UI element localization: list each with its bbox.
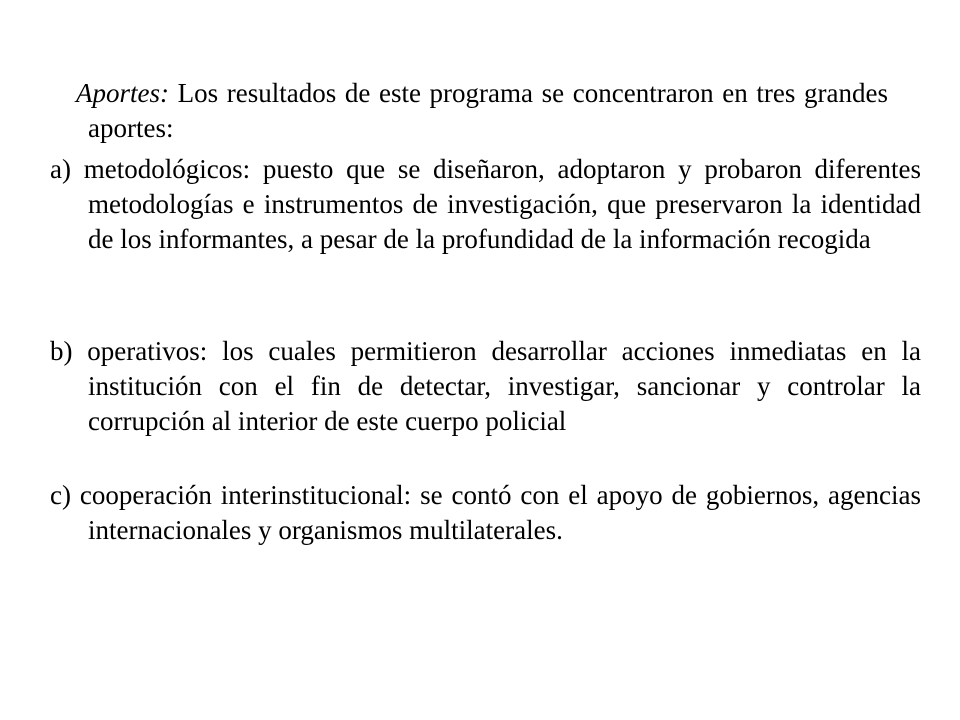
- intro-text: Los resultados de este programa se concentraron en tres grandes aportes:: [88, 78, 888, 143]
- list-item-marker: c): [50, 480, 71, 510]
- list-item-text: metodológicos: puesto que se diseñaron, adoptaron y probaron diferentes metodologías e instrumentos de investigación, que preservaron la identidad de los informantes, a pesar de la profundidad de la información recogida: [70, 154, 921, 254]
- list-item-text: cooperación interinstitucional: se contó con el apoyo de gobiernos, agencias internacionales y organismos multilaterales.: [70, 480, 921, 545]
- list-item-text: operativos: los cuales permitieron desarrollar acciones inmediatas en la institución con el fin de detectar, investigar, sancionar y controlar la corrupción al interior de este cuerpo policial: [72, 336, 921, 436]
- intro-lead: Aportes:: [76, 78, 169, 108]
- list-item-marker: a): [50, 154, 71, 184]
- list-item-a: [50, 152, 921, 257]
- list-item-marker: b): [50, 336, 73, 366]
- list-item-c: [50, 478, 921, 548]
- list-item-b: [50, 334, 921, 439]
- intro-paragraph: [76, 76, 888, 146]
